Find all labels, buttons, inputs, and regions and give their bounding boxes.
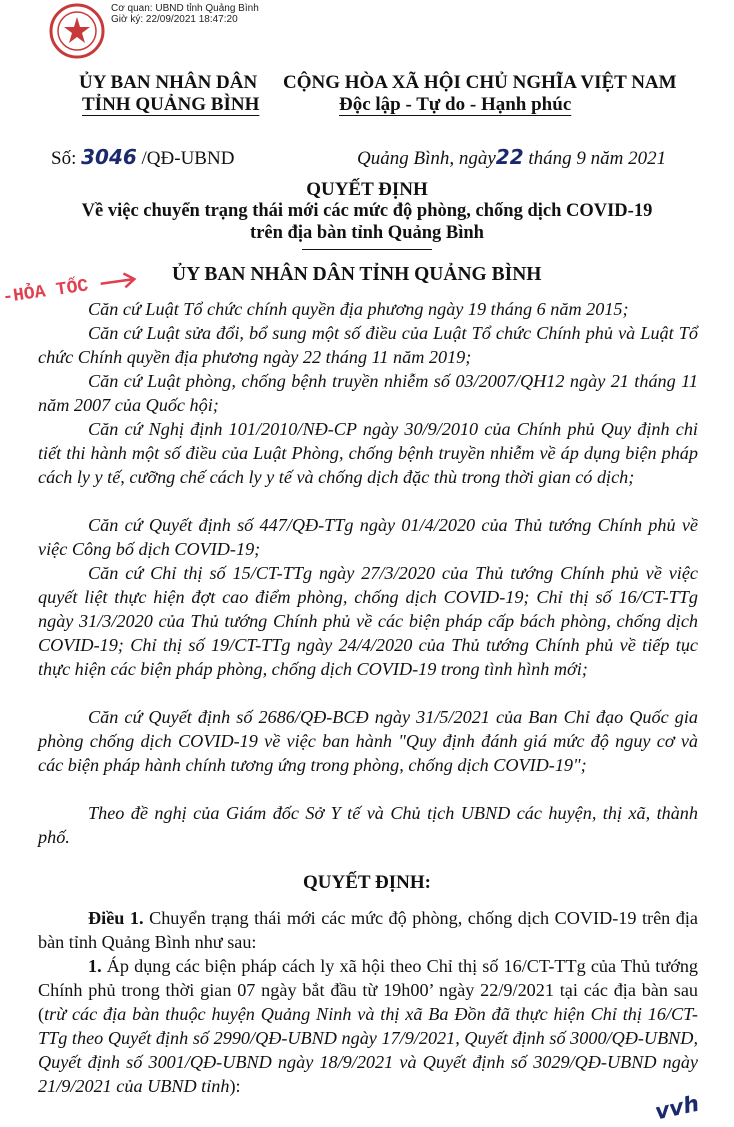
item-1-label: 1.	[88, 956, 102, 976]
item-1-exceptions: trừ các địa bàn thuộc huyện Quảng Ninh và thị xã Ba Đồn đã thực hiện Chỉ thị 16/CT-TTg theo Quyết định số 2990/QĐ-UBND ngày 17/9/2021, Quyết định số 3000/QĐ-UBND, Quyết định số 3001/QĐ-UBND ngày 18/9/2021 và Quyết định số 3029/QĐ-UBND ngày 21/9/2021 của UBND tỉnh	[38, 1003, 698, 1096]
document-subject-line2: trên địa bàn tỉnh Quảng Bình	[250, 223, 484, 243]
issue-date	[357, 145, 666, 170]
item-1-text: Áp dụng các biện pháp cách ly xã hội theo Chỉ thị số 16/CT-TTg của Thủ tướng Chính phủ trong thời gian 07 ngày bắt đầu từ 19h00’ ngày 22/9/2021 tại các địa bàn sau (	[38, 956, 699, 1024]
proposal-basis: Theo đề nghị của Giám đốc Sở Y tế và Chủ tịch UBND các huyện, thị xã, thành phố.	[38, 803, 698, 847]
nation-name: CỘNG HÒA XÃ HỘI CHỦ NGHĨA VIỆT NAM	[283, 72, 677, 93]
title-underline	[302, 249, 432, 250]
issuing-org-line2: TỈNH QUẢNG BÌNH	[82, 94, 260, 115]
document-title: QUYẾT ĐỊNH	[306, 179, 428, 200]
issuing-org-line1: ỦY BAN NHÂN DÂN	[79, 72, 258, 93]
nation-motto: Độc lập - Tự do - Hạnh phúc	[339, 94, 572, 115]
signature-time-line: Giờ ký: 22/09/2021 18:47:20	[111, 14, 238, 25]
legal-basis-4: Căn cứ Nghị định 101/2010/NĐ-CP ngày 30/9/2010 của Chính phủ Quy định chi tiết thi hành một số điều của Luật Phòng, chống bệnh truyền nhiễm về áp dụng biện pháp cách ly y tế, cưỡng chế cách ly y tế và chống dịch đặc thù trong thời gian có dịch;	[38, 419, 698, 487]
urgent-stamp-text: -HỎA TỐC	[1, 276, 90, 309]
article-1-text: Chuyển trạng thái mới các mức độ phòng, chống dịch COVID-19 trên địa bàn tỉnh Quảng Bình như sau:	[38, 908, 698, 952]
urgent-arrow-icon	[98, 269, 140, 294]
signature-agency-line: Cơ quan: UBND tỉnh Quảng Bình	[111, 3, 259, 14]
item-1	[38, 955, 698, 1098]
legal-basis-2: Căn cứ Luật sửa đổi, bổ sung một số điều của Luật Tổ chức Chính phủ và Luật Tổ chức Chính quyền địa phương ngày 22 tháng 11 năm 2019;	[38, 323, 698, 367]
issue-date-prefix: Quảng Bình, ngày	[357, 148, 496, 169]
article-1	[38, 907, 698, 955]
legal-basis-7: Căn cứ Quyết định số 2686/QĐ-BCĐ ngày 31/5/2021 của Ban Chỉ đạo Quốc gia phòng chống dịch COVID-19 về việc ban hành "Quy định đánh giá mức độ nguy cơ và các biện pháp hành chính tương ứng trong phòng, chống dịch COVID-19";	[38, 707, 698, 775]
issue-date-day: 22	[495, 145, 524, 169]
document-subject-line1: Về việc chuyển trạng thái mới các mức độ phòng, chống dịch COVID-19	[81, 201, 653, 221]
legal-basis-6: Căn cứ Chỉ thị số 15/CT-TTg ngày 27/3/2020 của Thủ tướng Chính phủ về việc quyết liệt thực hiện đợt cao điểm phòng, chống dịch COVID-19; Chỉ thị số 16/CT-TTg ngày 31/3/2020 của Thủ tướng Chính phủ về các biện pháp cấp bách phòng, chống dịch COVID-19; Chỉ thị số 19/CT-TTg ngày 24/4/2020 của Thủ tướng Chính phủ về tiếp tục thực hiện các biện pháp phòng, chống dịch COVID-19 trong tình hình mới;	[38, 563, 698, 679]
document-number-suffix: /QĐ-UBND	[141, 148, 235, 169]
decision-heading: QUYẾT ĐỊNH:	[303, 872, 431, 893]
state-emblem-seal	[48, 2, 106, 65]
item-1-end: ):	[229, 1075, 241, 1096]
document-number-prefix: Số:	[51, 148, 77, 169]
issue-date-suffix: tháng 9 năm 2021	[528, 148, 667, 169]
legal-basis-1: Căn cứ Luật Tổ chức chính quyền địa phương ngày 19 tháng 6 năm 2015;	[88, 299, 629, 319]
handwritten-initials: vvh	[652, 1091, 702, 1126]
document-number	[51, 145, 234, 170]
article-1-label: Điều 1.	[88, 908, 144, 928]
issuing-authority: ỦY BAN NHÂN DÂN TỈNH QUẢNG BÌNH	[172, 264, 542, 285]
legal-basis-5: Căn cứ Quyết định số 447/QĐ-TTg ngày 01/4/2020 của Thủ tướng Chính phủ về việc Công bố dịch COVID-19;	[38, 515, 698, 559]
document-number-value: 3046	[81, 145, 137, 169]
legal-basis-3: Căn cứ Luật phòng, chống bệnh truyền nhiễm số 03/2007/QH12 ngày 21 tháng 11 năm 2007 của Quốc hội;	[38, 371, 698, 415]
